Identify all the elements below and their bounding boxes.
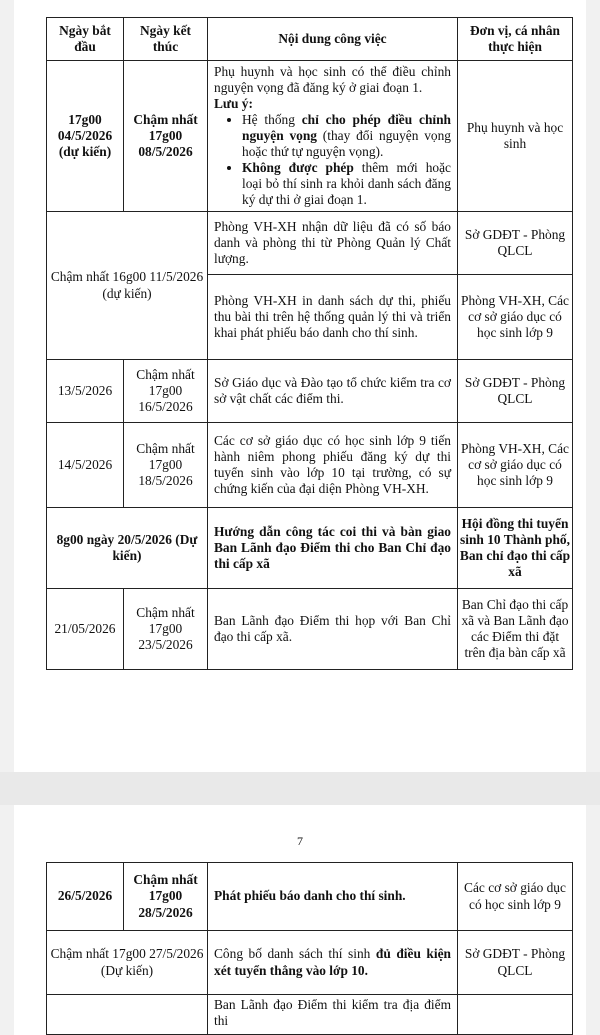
header-unit: Đơn vị, cá nhân thực hiện (458, 18, 573, 61)
content-cell (208, 931, 458, 995)
content-text: Công bố danh sách thí sinh (214, 946, 376, 962)
content-emphasis: đủ điều kiện xét tuyển thẳng vào lớp 10. (214, 946, 451, 978)
note-list (214, 112, 451, 208)
date-span-cell: 8g00 ngày 20/5/2026 (Dự kiến) (47, 508, 208, 589)
unit-cell (458, 995, 573, 1035)
unit-cell: Sở GDĐT - Phòng QLCL (458, 360, 573, 423)
start-date-cell: 14/5/2026 (47, 423, 124, 508)
unit-cell: Phụ huynh và học sinh (458, 61, 573, 212)
table-header-row (47, 18, 573, 61)
bullet-text: Hệ thống (242, 111, 302, 127)
unit-cell: Sở GDĐT - Phòng QLCL (458, 212, 573, 275)
end-date-cell: Chậm nhất 17g00 08/5/2026 (124, 61, 208, 212)
list-item (242, 112, 451, 160)
note-label: Lưu ý: (214, 95, 253, 111)
start-date-cell: 17g00 04/5/2026 (dự kiến) (47, 61, 124, 212)
schedule-table-page-1 (46, 17, 573, 670)
content-cell: Ban Lãnh đạo Điểm thi kiểm tra địa điểm thi (208, 995, 458, 1035)
date-span-cell (47, 995, 208, 1035)
unit-cell: Phòng VH-XH, Các cơ sở giáo dục có học sinh lớp 9 (458, 423, 573, 508)
header-end-date: Ngày kết thúc (124, 18, 208, 61)
list-item (242, 160, 451, 208)
bullet-text: thêm mới hoặc loại bỏ thí sinh ra khỏi danh sách đăng ký dự thi ở giai đoạn 1. (242, 160, 452, 208)
bullet-text: (thay đổi nguyện vọng hoặc thứ tự nguyện vọng). (242, 127, 452, 160)
header-content: Nội dung công việc (208, 18, 458, 61)
table-row (47, 61, 573, 212)
table-row (47, 931, 573, 995)
content-intro: Phụ huynh và học sinh có thể điều chỉnh nguyện vọng đã đăng ký ở giai đoạn 1. (214, 63, 451, 95)
table-row (47, 589, 573, 670)
page-gap (0, 772, 600, 805)
date-span-cell: Chậm nhất 17g00 27/5/2026 (Dự kiến) (47, 931, 208, 995)
end-date-cell: Chậm nhất 17g00 16/5/2026 (124, 360, 208, 423)
bullet-emphasis: chỉ cho phép điều chỉnh nguyện vọng (242, 111, 452, 143)
unit-cell: Phòng VH-XH, Các cơ sở giáo dục có học sinh lớp 9 (458, 275, 573, 360)
schedule-table-page-2 (46, 862, 573, 1035)
header-start-date: Ngày bắt đầu (47, 18, 124, 61)
content-cell: Ban Lãnh đạo Điểm thi họp với Ban Chỉ đạo thi cấp xã. (208, 589, 458, 670)
end-date-cell: Chậm nhất 17g00 18/5/2026 (124, 423, 208, 508)
date-span-cell: Chậm nhất 16g00 11/5/2026 (dự kiến) (47, 212, 208, 360)
content-cell: Phòng VH-XH nhận dữ liệu đã có số báo danh và phòng thi từ Phòng Quản lý Chất lượng. (208, 212, 458, 275)
bullet-emphasis: Không được phép (242, 160, 354, 176)
content-cell: Phát phiếu báo danh cho thí sinh. (208, 863, 458, 931)
start-date-cell: 21/05/2026 (47, 589, 124, 670)
unit-cell: Hội đồng thi tuyển sinh 10 Thành phố, Ban chỉ đạo thi cấp xã (458, 508, 573, 589)
unit-cell: Các cơ sở giáo dục có học sinh lớp 9 (458, 863, 573, 931)
content-cell: Hướng dẫn công tác coi thi và bàn giao Ban Lãnh đạo Điểm thi cho Ban Chỉ đạo thi cấp xã (208, 508, 458, 589)
content-cell: Phòng VH-XH in danh sách dự thi, phiếu thu bài thi trên hệ thống quản lý thi và triển khai phát phiếu báo danh cho thí sinh. (208, 275, 458, 360)
table-row (47, 508, 573, 589)
table-row (47, 863, 573, 931)
table-row (47, 995, 573, 1035)
content-cell (208, 61, 458, 212)
end-date-cell: Chậm nhất 17g00 23/5/2026 (124, 589, 208, 670)
content-cell: Các cơ sở giáo dục có học sinh lớp 9 tiến hành niêm phong phiếu đăng ký dự thi tuyển sinh vào lớp 10 tại trường, có sự chứng kiến của đại diện Phòng VH-XH. (208, 423, 458, 508)
page-number: 7 (297, 834, 303, 848)
table-row (47, 360, 573, 423)
start-date-cell: 26/5/2026 (47, 863, 124, 931)
start-date-cell: 13/5/2026 (47, 360, 124, 423)
table-row (47, 423, 573, 508)
end-date-cell: Chậm nhất 17g00 28/5/2026 (124, 863, 208, 931)
unit-cell: Ban Chỉ đạo thi cấp xã và Ban Lãnh đạo các Điểm thi đặt trên địa bàn cấp xã (458, 589, 573, 670)
unit-cell: Sở GDĐT - Phòng QLCL (458, 931, 573, 995)
table-row (47, 212, 573, 275)
content-cell: Sở Giáo dục và Đào tạo tổ chức kiểm tra cơ sở vật chất các điểm thi. (208, 360, 458, 423)
